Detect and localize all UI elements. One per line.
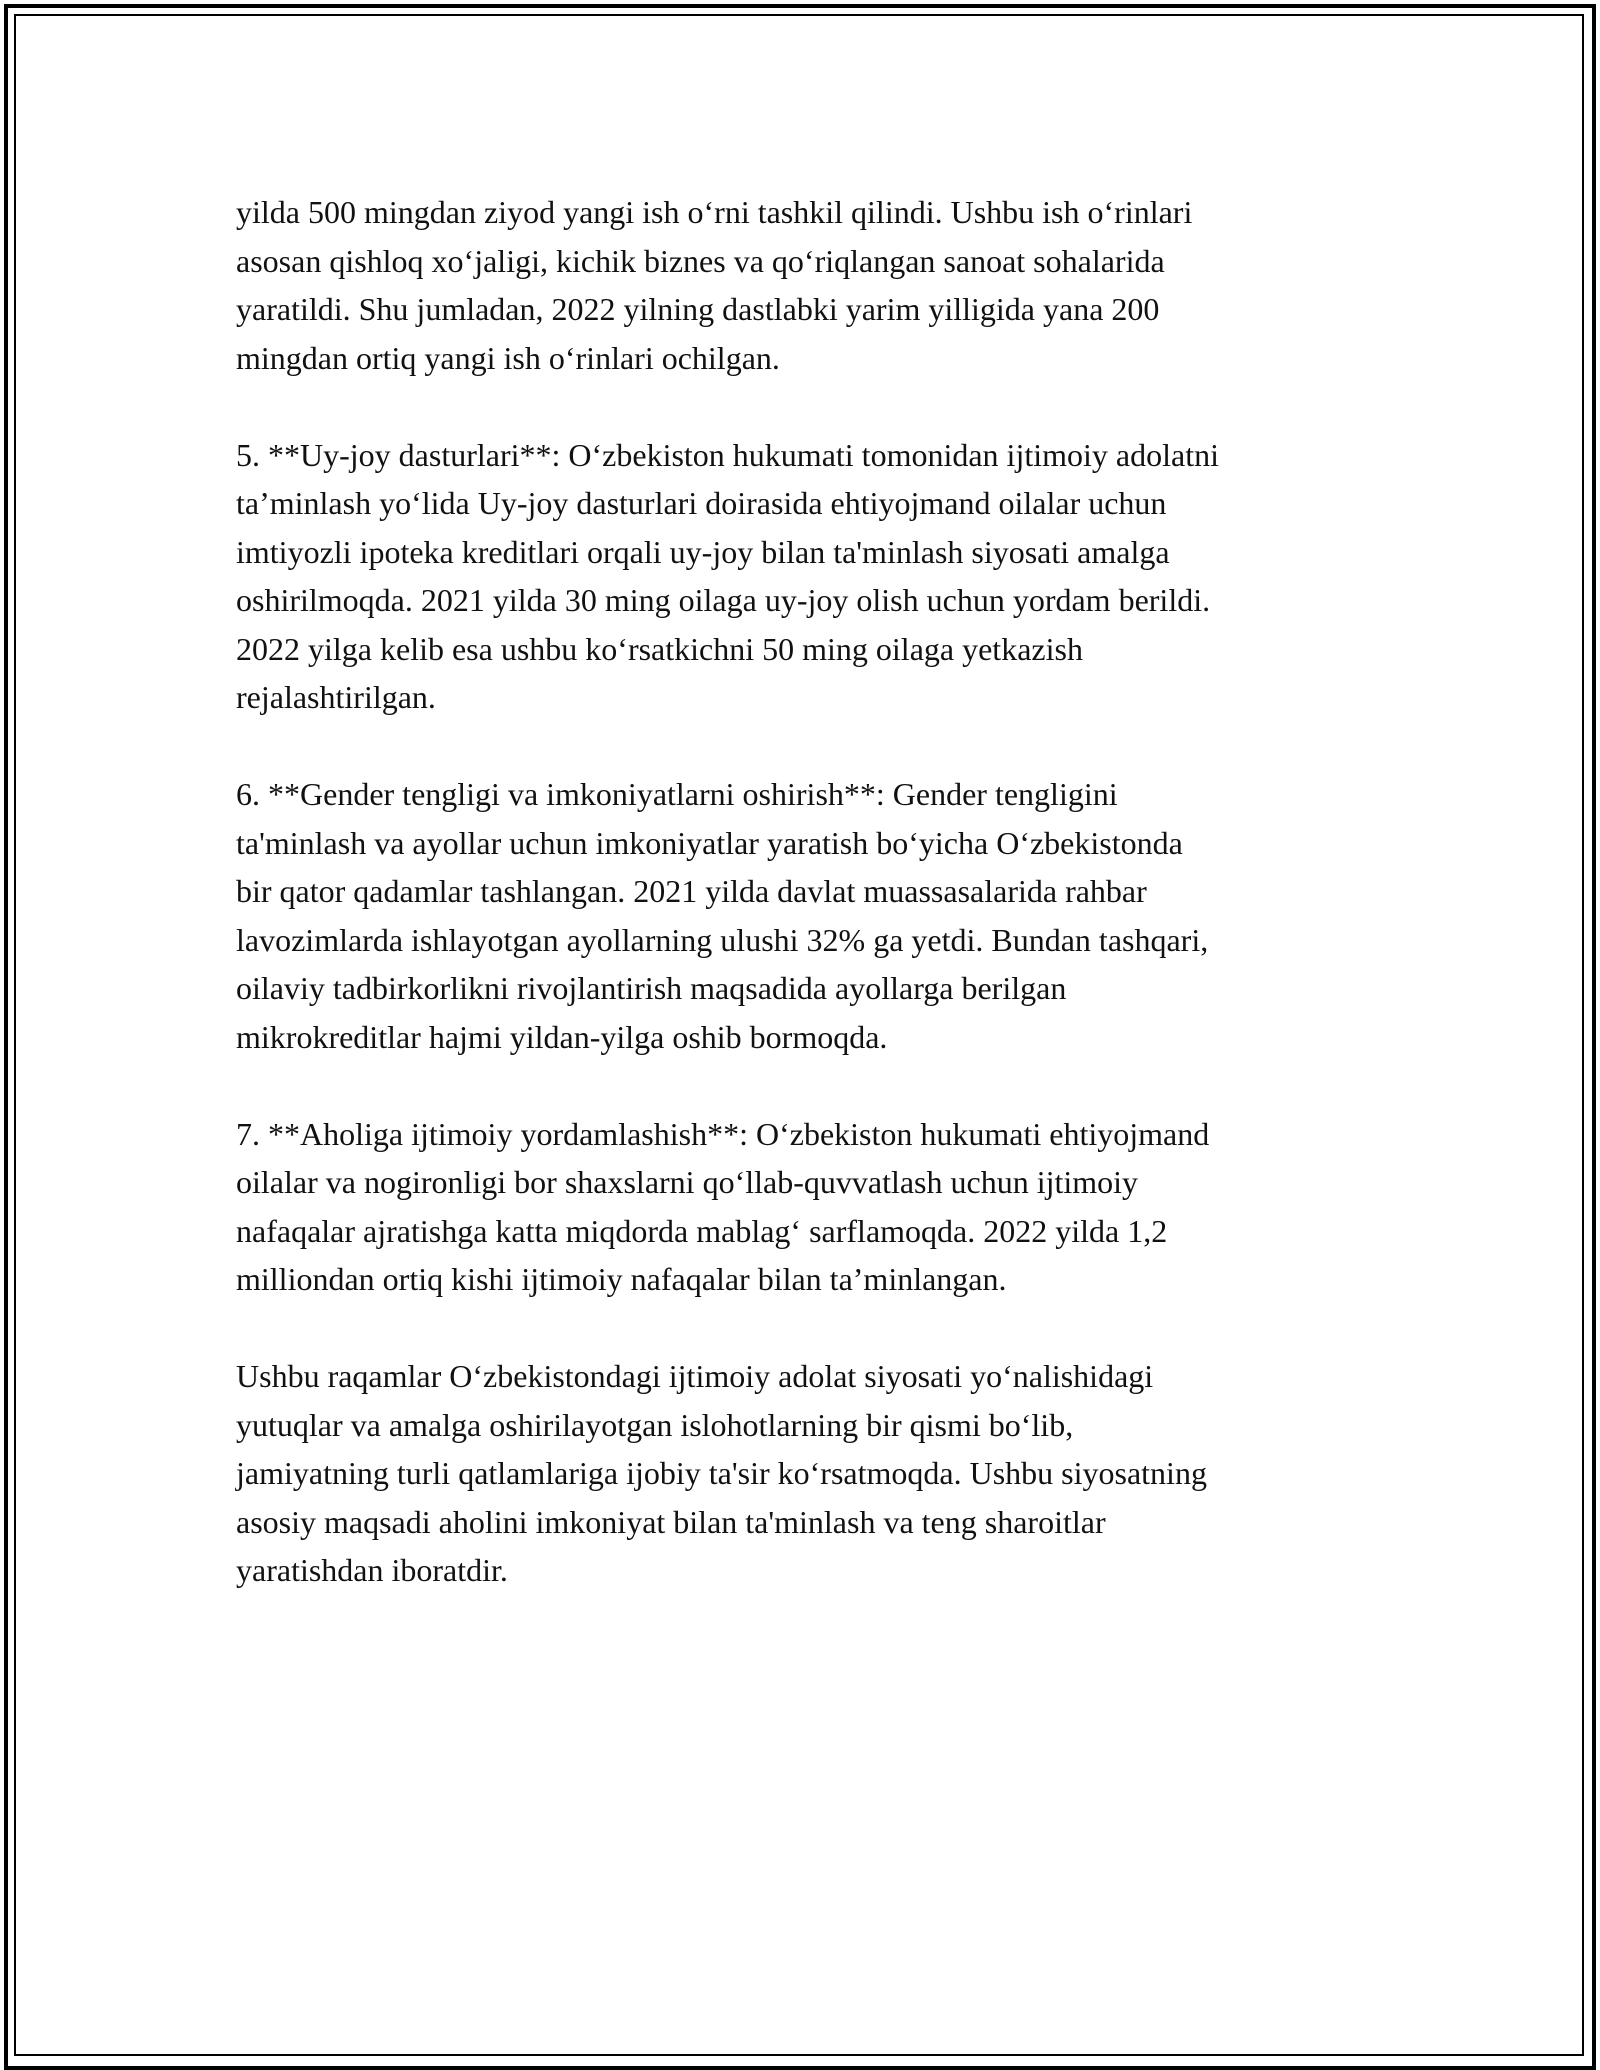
paragraph-gender-equality: 6. **Gender tengligi va imkoniyatlarni oshirish**: Gender tengligini ta'minlash va ayollar uchun imkoniyatlar yaratish bo‘yicha O‘zbekistonda bir qator qadamlar tashlangan. 2021 yilda davlat muassasalarida rahbar lavozimlarda ishlayotgan ayollarning ulushi 32% ga yetdi. Bundan tashqari, oilaviy tadbirkorlikni rivojlantirish maqsadida ayollarga berilgan mikrokreditlar hajmi yildan-yilga oshib bormoqda.: [236, 776, 1209, 1055]
paragraph-conclusion: Ushbu raqamlar O‘zbekistondagi ijtimoiy adolat siyosati yo‘nalishidagi yutuqlar va amalga oshirilayotgan islohotlarning bir qismi bo‘lib, jamiyatning turli qatlamlariga ijobiy ta'sir ko‘rsatmoqda. Ushbu siyosatning asosiy maqsadi aholini imkoniyat bilan ta'minlash va teng sharoitlar yaratishdan iboratdir.: [236, 1358, 1207, 1588]
paragraph-employment: yilda 500 mingdan ziyod yangi ish o‘rni tashkil qilindi. Ushbu ish o‘rinlari asosan qishloq xo‘jaligi, kichik biznes va qo‘riqlangan sanoat sohalarida yaratildi. Shu jumladan, 2022 yilning dastlabki yarim yilligida yana 200 mingdan ortiq yangi ish o‘rinlari ochilgan.: [236, 194, 1193, 376]
document-body: [236, 188, 1386, 1643]
paragraph-social-assistance: 7. **Aholiga ijtimoiy yordamlashish**: O‘zbekiston hukumati ehtiyojmand oilalar va nogironligi bor shaxslarni qo‘llab-quvvatlash uchun ijtimoiy nafaqalar ajratishga katta miqdorda mablag‘ sarflamoqda. 2022 yilda 1,2 milliondan ortiq kishi ijtimoiy nafaqalar bilan ta’minlangan.: [236, 1115, 1210, 1297]
paragraph-housing-programs: 5. **Uy-joy dasturlari**: O‘zbekiston hukumati tomonidan ijtimoiy adolatni ta’minlash yo‘lida Uy-joy dasturlari doirasida ehtiyojmand oilalar uchun imtiyozli ipoteka kreditlari orqali uy-joy bilan ta'minlash siyosati amalga oshirilmoqda. 2021 yilda 30 ming oilaga uy-joy olish uchun yordam berildi. 2022 yilga kelib esa ushbu ko‘rsatkichni 50 ming oilaga yetkazish rejalashtirilgan.: [236, 436, 1219, 715]
